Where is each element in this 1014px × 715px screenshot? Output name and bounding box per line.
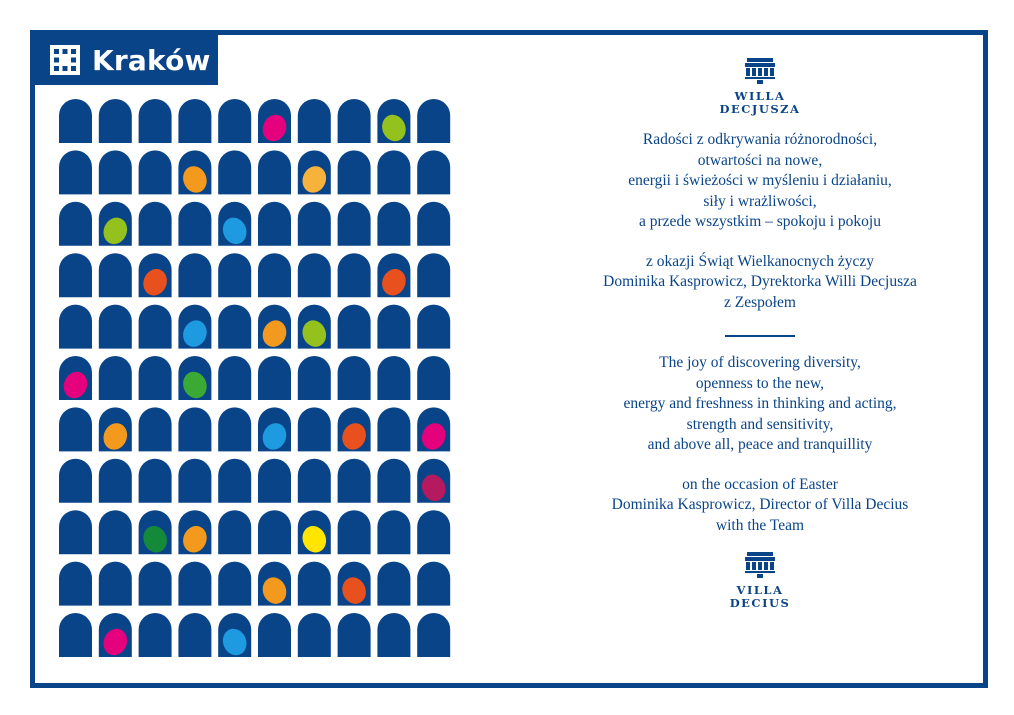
arch	[298, 459, 331, 503]
arch	[298, 253, 331, 297]
arch-pattern	[0, 0, 470, 670]
arch	[139, 202, 172, 246]
arch	[298, 202, 331, 246]
arch	[338, 305, 371, 349]
english-wish-line: The joy of discovering diversity,	[659, 354, 861, 371]
city-name: Kraków	[92, 43, 211, 77]
arch	[417, 305, 450, 349]
arch	[338, 150, 371, 194]
arch	[178, 613, 211, 657]
arch	[377, 613, 410, 657]
arch	[338, 459, 371, 503]
arch	[59, 613, 92, 657]
arch	[258, 253, 291, 297]
arch	[178, 407, 211, 451]
arch	[59, 150, 92, 194]
arch	[417, 150, 450, 194]
arch	[377, 407, 410, 451]
arch	[59, 202, 92, 246]
arch	[298, 613, 331, 657]
section-divider	[725, 335, 795, 337]
arch	[99, 510, 132, 554]
english-wish-line: energy and freshness in thinking and acting,	[623, 395, 897, 412]
arch	[139, 356, 172, 400]
polish-wish-line: Radości z odkrywania różnorodności,	[642, 131, 878, 148]
arch	[258, 459, 291, 503]
english-wishes	[560, 353, 960, 456]
arch	[218, 356, 251, 400]
arch	[139, 562, 172, 606]
arch	[139, 150, 172, 194]
villa-building-icon	[745, 58, 775, 84]
arch	[377, 562, 410, 606]
arch	[338, 202, 371, 246]
arch	[417, 356, 450, 400]
villa-name-line-1: WILLA	[734, 89, 786, 103]
arch	[99, 562, 132, 606]
arch	[178, 202, 211, 246]
english-wish-line: and above all, peace and tranquillity	[647, 436, 873, 453]
arch	[338, 356, 371, 400]
arch	[417, 510, 450, 554]
arch	[139, 305, 172, 349]
arch	[59, 562, 92, 606]
arch	[258, 150, 291, 194]
arch	[178, 99, 211, 143]
arch	[139, 99, 172, 143]
arch	[218, 99, 251, 143]
arch	[59, 99, 92, 143]
arch	[139, 459, 172, 503]
arch	[99, 150, 132, 194]
arch	[59, 305, 92, 349]
arch	[298, 99, 331, 143]
arch	[258, 202, 291, 246]
villa-name-line-1: VILLA	[736, 583, 784, 597]
arch	[139, 407, 172, 451]
arch	[417, 99, 450, 143]
english-sign-line: Dominika Kasprowicz, Director of Villa Decius	[611, 496, 909, 513]
english-wish-line: openness to the new,	[695, 374, 825, 392]
arch	[377, 510, 410, 554]
arch	[218, 305, 251, 349]
arch	[377, 305, 410, 349]
arch	[99, 356, 132, 400]
arch	[258, 613, 291, 657]
greeting-column	[560, 58, 960, 610]
arch	[218, 562, 251, 606]
villa-name-line-2: DECIUS	[729, 596, 791, 610]
arch	[99, 305, 132, 349]
arch	[377, 202, 410, 246]
villa-name-line-2: DECJUSZA	[719, 102, 801, 116]
arch	[59, 253, 92, 297]
english-wish-line: strength and sensitivity,	[686, 415, 834, 433]
polish-wish-line: otwartości na nowe,	[697, 151, 823, 169]
english-sign-line: on the occasion of Easter	[682, 475, 838, 493]
arch	[218, 459, 251, 503]
arch	[99, 253, 132, 297]
arch	[338, 510, 371, 554]
english-signature	[560, 475, 960, 537]
arch	[338, 253, 371, 297]
arch	[99, 99, 132, 143]
villa-name-bottom	[560, 584, 960, 610]
polish-sign-line: z Zespołem	[724, 293, 796, 311]
arch	[178, 253, 211, 297]
arch	[298, 356, 331, 400]
arch	[298, 562, 331, 606]
arch	[218, 253, 251, 297]
polish-wish-line: energii i świeżości w myśleniu i działaniu,	[628, 172, 892, 189]
arch	[417, 202, 450, 246]
arch	[417, 253, 450, 297]
arch	[377, 459, 410, 503]
arch	[377, 150, 410, 194]
polish-sign-line: z okazji Świąt Wielkanocnych życzy	[645, 252, 875, 270]
polish-wish-line: a przede wszystkim – spokoju i pokoju	[639, 213, 881, 230]
arch	[417, 613, 450, 657]
arch	[298, 407, 331, 451]
villa-name-top	[560, 90, 960, 116]
polish-wishes	[560, 130, 960, 233]
arch	[99, 459, 132, 503]
arch	[338, 99, 371, 143]
arch	[218, 150, 251, 194]
arch	[258, 510, 291, 554]
arch	[338, 613, 371, 657]
arch	[59, 459, 92, 503]
arch	[218, 510, 251, 554]
arch	[377, 356, 410, 400]
arch	[139, 613, 172, 657]
arch	[59, 510, 92, 554]
arch	[218, 407, 251, 451]
polish-signature	[560, 252, 960, 314]
arch	[178, 459, 211, 503]
arch	[417, 562, 450, 606]
arch	[258, 356, 291, 400]
polish-wish-line: siły i wrażliwości,	[703, 192, 817, 210]
polish-sign-line: Dominika Kasprowicz, Dyrektorka Willi Decjusza	[603, 273, 917, 290]
english-sign-line: with the Team	[715, 516, 805, 534]
arch	[59, 407, 92, 451]
arch	[178, 562, 211, 606]
villa-building-icon	[745, 552, 775, 578]
